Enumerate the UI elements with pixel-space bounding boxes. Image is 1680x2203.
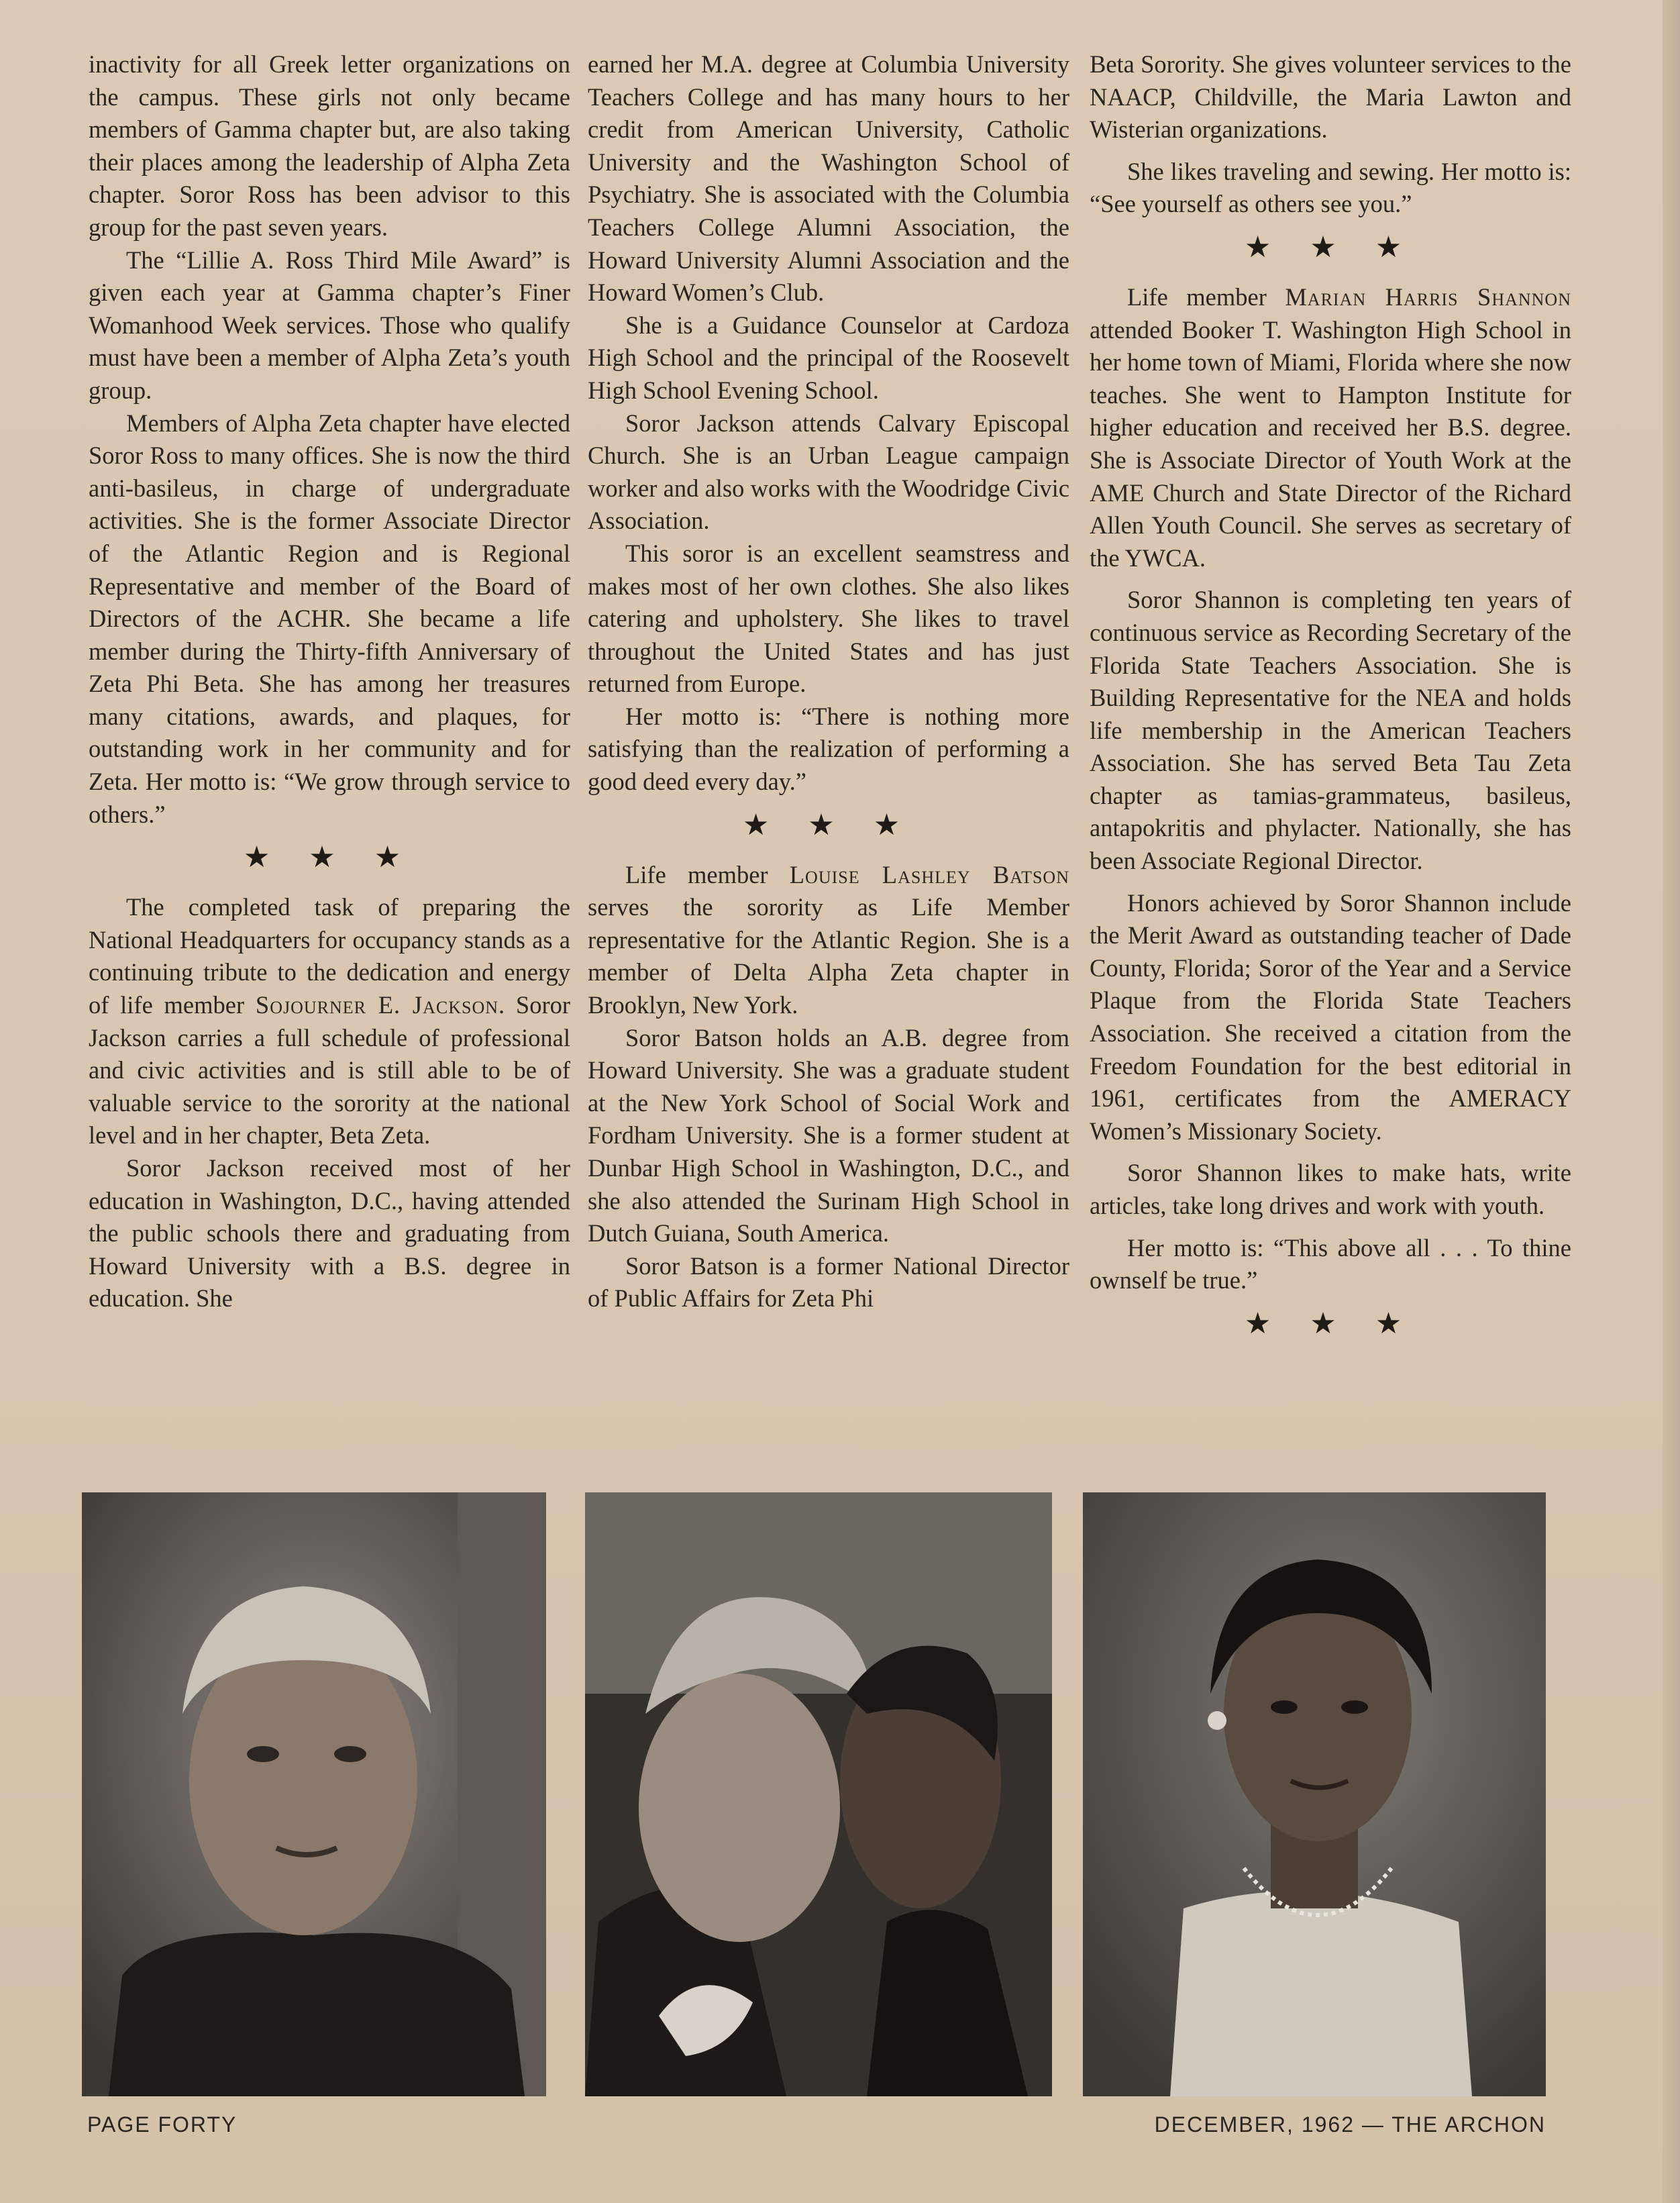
paragraph: inactivity for all Greek letter organizations on the campus. These girls not only became members of Gamma chapter but, are also taking their places among the leadership of Alpha Zeta chapter. Soror Ross has been advisor to this group for the past seven years. — [89, 50, 570, 241]
paragraph: This soror is an excellent seamstress and makes most of her own clothes. She also likes catering and upholstery. She likes to travel throughout the United States and has just returned from Europe. — [588, 539, 1069, 698]
paragraph: Her motto is: “There is nothing more satisfying than the realization of performing a good deed every day.” — [588, 702, 1069, 796]
text-column-1 — [89, 48, 570, 1315]
paragraph: Soror Shannon is completing ten years of continuous service as Recording Secretary of the Florida State Teachers Association. She is Building Representative for the NEA and holds life membership in the American Teachers Association. She has served Beta Tau Zeta chapter as tamias-grammateus, basileus, antapokritis and phylacter. Nationally, she has been Associate Regional Director. — [1090, 586, 1571, 875]
section-divider-stars: ★ ★ ★ — [243, 840, 416, 875]
page-edge — [1663, 0, 1680, 2203]
paragraph: Soror Batson is a former National Director of Public Affairs for Zeta Phi — [588, 1251, 1069, 1313]
issue-date-title: DECEMBER, 1962 — THE ARCHON — [1154, 2112, 1546, 2137]
paragraph: Honors achieved by Soror Shannon include the Merit Award as outstanding teacher of Dade County, Florida; Soror of the Year and a Service Plaque from the Florida State Teachers Association. She received a citation from the Freedom Foundation for the best editorial in 1961, certificates from the AMERACY Women’s Missionary Society. — [1090, 888, 1571, 1145]
paragraph: Soror Batson holds an A.B. degree from Howard University. She was a graduate student at the New York School of Social Work and Fordham University. She is a former student at Dunbar High School in Washington, D.C., and she also attended the Surinam High School in Dutch Guiana, South America. — [588, 1023, 1069, 1247]
paragraph: Her motto is: “This above all . . . To thine ownself be true.” — [1090, 1233, 1571, 1294]
paragraph: The “Lillie A. Ross Third Mile Award” is given each year at Gamma chapter’s Finer Womanhood Week services. Those who qualify must have been a member of Alpha Zeta’s youth group. — [89, 246, 570, 404]
paragraph: Members of Alpha Zeta chapter have elected Soror Ross to many offices. She is now the third anti-basileus, in charge of undergraduate activities. She is the former Associate Director of the Atlantic Region and is Regional Representative and member of the Board of Directors of the ACHR. She became a life member during the Thirty-fifth Anniversary of Zeta Phi Beta. She has among her treasures many citations, awards, and plaques, for outstanding work in her community and for Zeta. Her motto is: “We grow through service to others.” — [89, 409, 570, 828]
paragraph: She is a Guidance Counselor at Cardoza High School and the principal of the Roosevelt High School Evening School. — [588, 311, 1069, 404]
text-column-3 — [1090, 48, 1571, 1357]
section-divider-stars: ★ ★ ★ — [1244, 229, 1417, 264]
paragraph: earned her M.A. degree at Columbia University Teachers College and has many hours to her credit from American University, Catholic University and the Washington School of Psychiatry. She is associated with the Columbia Teachers College Alumni Association, the Howard University Alumni Association and the Howard Women’s Club. — [588, 50, 1069, 307]
portrait-photo-shannon — [1083, 1492, 1546, 2096]
portrait-photo-batson — [585, 1492, 1052, 2096]
paragraph: Soror Jackson attends Calvary Episcopal Church. She is an Urban League campaign worker and also works with the Woodridge Civic Association. — [588, 409, 1069, 535]
paragraph-text: The completed task of preparing the National Headquarters for occupancy stands as a continuing tribute to the dedication and energy of life member — [89, 893, 570, 1019]
portrait-illustration — [82, 1492, 546, 2096]
section-divider-stars: ★ ★ ★ — [1244, 1306, 1417, 1341]
paragraph-text: . Soror Jackson carries a full schedule of professional and civic activities and is still able to be of valuable service to the sorority at the national level and in her chapter, Beta Zeta. — [89, 991, 570, 1149]
paragraph: Soror Jackson received most of her education in Washington, D.C., having attended the public schools there and graduating from Howard University with a B.S. degree in education. She — [89, 1154, 570, 1313]
portrait-photo-jackson — [82, 1492, 546, 2096]
paragraph-text: Life member — [1127, 283, 1285, 311]
paragraph — [1090, 281, 1571, 574]
paragraph — [89, 891, 570, 1152]
paragraph: Beta Sorority. She gives volunteer services to the NAACP, Childville, the Maria Lawton and Wisterian organizations. — [1090, 50, 1571, 144]
member-name: Louise Lashley Batson — [789, 860, 1069, 888]
paragraph: She likes traveling and sewing. Her motto is: “See yourself as others see you.” — [1090, 157, 1571, 218]
portrait-illustration — [1083, 1492, 1546, 2096]
portrait-illustration — [585, 1492, 1052, 2096]
page-number: PAGE FORTY — [87, 2112, 238, 2137]
member-name: Sojourner E. Jackson — [255, 991, 499, 1019]
paragraph-text: attended Booker T. Washington High School in her home town of Miami, Florida where she now teaches. She went to Hampton Institute for higher education and received her B.S. degree. She is Associate Director of Youth Work at the AME Church and State Director of the Richard Allen Youth Council. She serves as secretary of the YWCA. — [1090, 315, 1571, 572]
text-column-2 — [588, 48, 1069, 1315]
paragraph — [588, 859, 1069, 1022]
paragraph-text: Life member — [625, 860, 790, 888]
paragraph-text: serves the sorority as Life Member representative for the Atlantic Region. She is a member of Delta Alpha Zeta chapter in Brooklyn, New York. — [588, 893, 1069, 1019]
paragraph: Soror Shannon likes to make hats, write articles, take long drives and work with youth. — [1090, 1159, 1571, 1219]
member-name: Marian Harris Shannon — [1285, 283, 1571, 311]
section-divider-stars: ★ ★ ★ — [742, 807, 915, 842]
